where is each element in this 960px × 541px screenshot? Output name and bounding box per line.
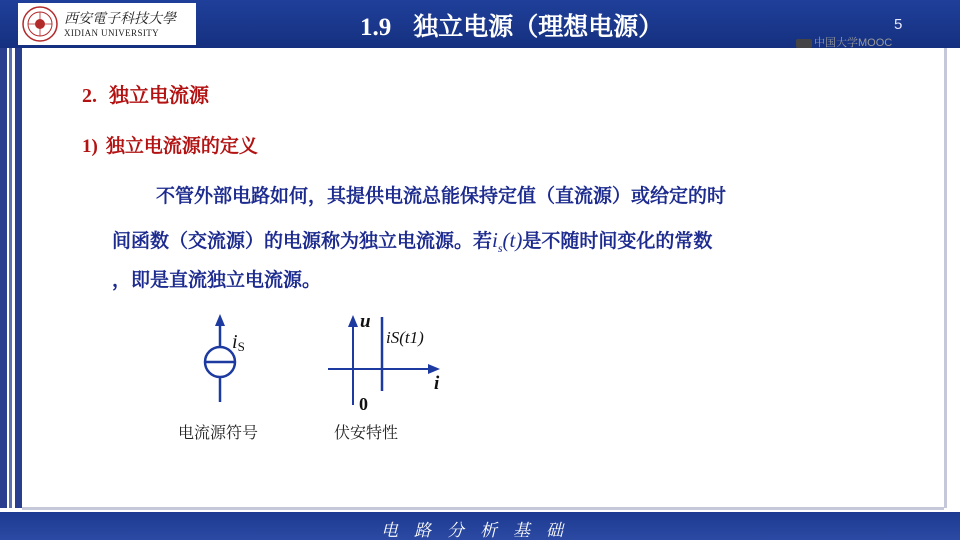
page-number: 5 [894, 16, 903, 33]
section-heading [82, 79, 209, 108]
logo-chinese-name: 西安電子科技大學 [64, 11, 176, 27]
current-symbol [492, 228, 523, 256]
mooc-watermark [796, 34, 892, 50]
section-heading-number: 2. [82, 85, 97, 107]
symbol-caption: 电流源符号 [178, 423, 259, 442]
symbol-current-label: iS [232, 331, 245, 354]
vi-characteristic-diagram [320, 305, 450, 417]
watermark-text: 中国大学MOOC [814, 37, 893, 49]
university-logo [18, 3, 196, 45]
vi-line-label: iS(t1) [386, 328, 424, 347]
section-number: 1.9 [360, 14, 392, 41]
definition-line-2-start: 间函数（交流源）的电源称为独立电流源。若 [112, 230, 493, 252]
definition-line-2-end: 是不随时间变化的常数 [522, 230, 713, 252]
subsection-heading-number: 1) [82, 136, 98, 157]
vi-caption: 伏安特性 [334, 423, 399, 442]
origin-label: 0 [359, 394, 368, 414]
current-arg: (t) [502, 228, 523, 252]
i-axis-label: i [434, 373, 440, 394]
footer-bar [0, 512, 960, 540]
definition-line-3: ，即是直流独立电流源。 [112, 269, 322, 291]
mooc-logo-icon [796, 39, 812, 48]
current-source-symbol-diagram [180, 310, 270, 410]
right-border-line [944, 48, 947, 508]
section-heading-text: 独立电流源 [109, 83, 209, 107]
u-axis-label: u [360, 311, 371, 332]
current-var: i [492, 228, 498, 252]
current-sub: s [497, 241, 503, 256]
subsection-heading-text: 独立电流源的定义 [105, 135, 258, 157]
university-seal-icon [22, 6, 58, 42]
definition-line-2 [112, 226, 712, 256]
definition-line-1: 不管外部电路如何，其提供电流总能保持定值（直流源）或给定的时 [156, 185, 727, 207]
subsection-heading [82, 131, 258, 158]
bottom-border-line [22, 507, 944, 510]
slide-title [360, 7, 663, 43]
course-name: 电路分析基础 [381, 521, 579, 541]
current-direction-arrow-icon [215, 314, 225, 326]
left-decorative-strip [0, 48, 22, 508]
logo-english-name: XIDIAN UNIVERSITY [64, 28, 160, 38]
section-title: 独立电源（理想电源） [413, 12, 664, 41]
u-axis-arrow-icon [348, 315, 358, 327]
